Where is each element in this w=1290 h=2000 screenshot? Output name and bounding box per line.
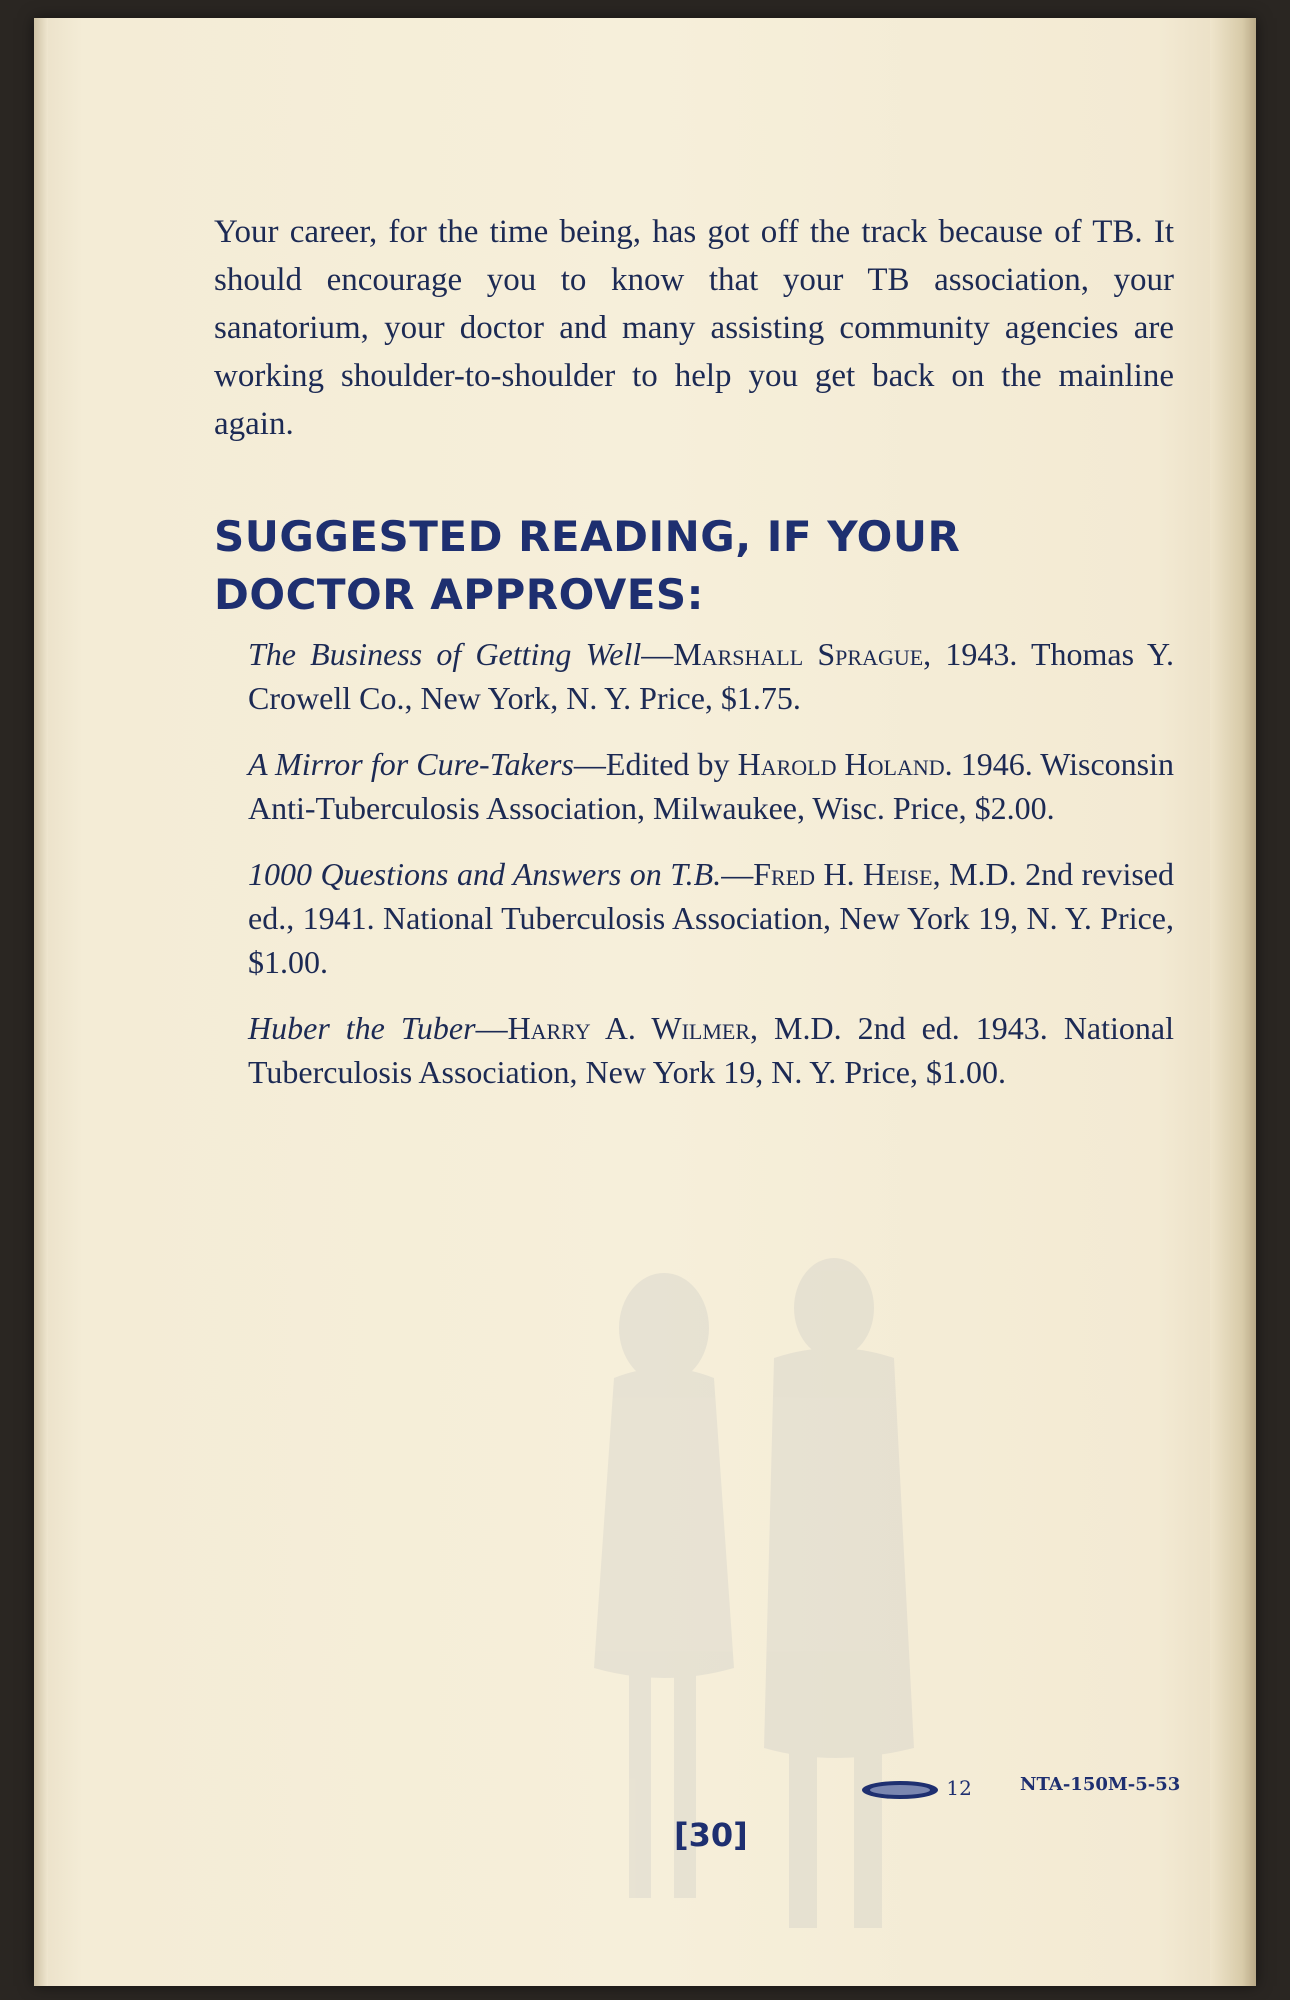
reference-item bbox=[214, 632, 1174, 720]
union-label-number: 12 bbox=[946, 1776, 972, 1800]
reference-dash: — bbox=[475, 1010, 508, 1046]
page-content bbox=[214, 208, 1174, 1116]
page-left-edge bbox=[34, 18, 48, 1986]
reference-title: 1000 Questions and Answers on T.B. bbox=[248, 856, 722, 892]
reference-author: Fred H. Heise bbox=[753, 856, 933, 892]
reference-title: The Business of Getting Well bbox=[248, 636, 642, 672]
reference-item bbox=[214, 742, 1174, 830]
reference-details: , 1943. Thomas Y. Crowell Co., New York, N. Y. Price, $1.75. bbox=[248, 636, 1175, 716]
booklet-page bbox=[34, 18, 1256, 1986]
reference-dash: — bbox=[641, 636, 674, 672]
reference-dash: —Edited by bbox=[573, 746, 738, 782]
union-label bbox=[860, 1776, 972, 1801]
reference-item bbox=[214, 852, 1174, 984]
page-number: [30] bbox=[674, 1816, 748, 1854]
show-through-illustration bbox=[574, 1248, 1134, 1948]
reference-details: , M.D. 2nd revised ed., 1941. National Tuberculosis Association, New York 19, N. Y. Price, $1.00. bbox=[248, 856, 1174, 980]
reference-author: Marshall Sprague bbox=[673, 636, 924, 672]
union-bug-icon bbox=[860, 1779, 940, 1801]
reference-dash: — bbox=[721, 856, 754, 892]
reference-title: A Mirror for Cure-Takers bbox=[248, 746, 574, 782]
reference-author: Harold Holand bbox=[737, 746, 945, 782]
reference-title: Huber the Tuber bbox=[248, 1010, 476, 1046]
reference-item bbox=[214, 1006, 1174, 1094]
print-code: NTA-150M-5-53 bbox=[1020, 1774, 1181, 1795]
heading-line-2: DOCTOR APPROVES: bbox=[214, 570, 704, 619]
intro-paragraph: Your career, for the time being, has got off the track because of TB. It should encourage you to know that your TB association, your sanatorium, your doctor and many assisting community agencies are working shoulder-to-shoulder to help you get back on the mainline again. bbox=[214, 214, 1174, 442]
reference-details: , M.D. 2nd ed. 1943. National Tuberculosis Association, New York 19, N. Y. Price, $1.00. bbox=[248, 1010, 1175, 1090]
page-right-edge bbox=[1210, 18, 1256, 1986]
reference-author: Harry A. Wilmer bbox=[507, 1010, 751, 1046]
heading-line-1: SUGGESTED READING, IF YOUR bbox=[214, 512, 961, 561]
reference-details: . 1946. Wisconsin Anti-Tuberculosis Association, Milwaukee, Wisc. Price, $2.00. bbox=[248, 746, 1175, 826]
section-heading bbox=[214, 508, 1174, 624]
